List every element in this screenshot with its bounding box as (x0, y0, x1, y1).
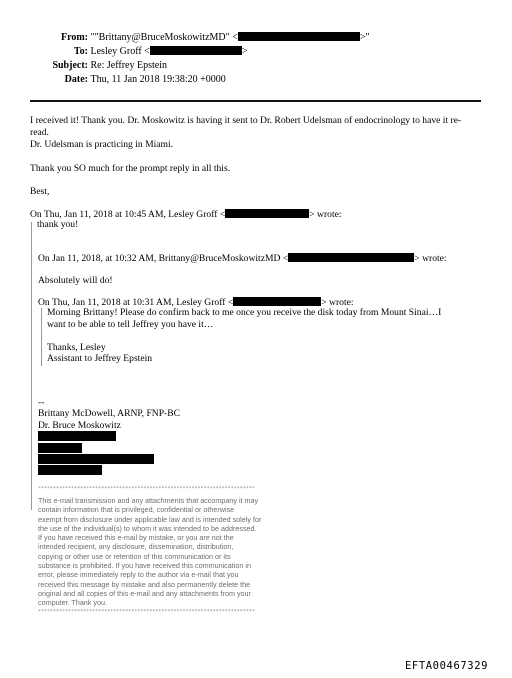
disclaimer-block (38, 496, 261, 608)
bates-number: EFTA00467329 (405, 660, 489, 672)
signature-name: Brittany McDowell, ARNP, FNP-BC (38, 408, 181, 419)
disclaimer-bottom-border: ************************************************************************ (38, 609, 255, 615)
message-line-1: I received it! Thank you. Dr. Moskowitz is having it sent to Dr. Robert Udelsman of endocrinology to have it re- (30, 115, 462, 126)
redaction-block (150, 46, 242, 55)
to-label: To: (73, 46, 88, 57)
redaction-block (38, 431, 116, 441)
quote1-text: thank you! (37, 219, 79, 230)
redaction-block (38, 465, 102, 475)
subject-value: Re: Jeffrey Epstein (90, 60, 167, 71)
header-date-row (40, 74, 226, 85)
header-divider (30, 100, 481, 102)
message-line-4: Thank you SO much for the prompt reply in all this. (30, 163, 231, 174)
from-tail: >" (359, 32, 370, 43)
quote1-intro-tail: > wrote: (309, 209, 342, 220)
quote3-thanks: Thanks, Lesley (47, 342, 106, 353)
redaction-block (238, 32, 360, 41)
redaction-block (288, 253, 414, 262)
quote3-line-2: want to be able to tell Jeffrey you have it… (47, 319, 214, 330)
to-value: Lesley Groff < (90, 46, 150, 57)
from-label: From: (60, 32, 88, 43)
message-sign-off: Best, (30, 186, 50, 197)
header-to-row (40, 46, 247, 57)
disclaimer-line: error, please immediately reply to the author via e-mail that you (38, 570, 239, 580)
redaction-block (38, 454, 154, 464)
disclaimer-line: If you have received this e-mail by mistake, or you are not the (38, 533, 234, 543)
quote3-role: Assistant to Jeffrey Epstein (47, 353, 153, 364)
disclaimer-line: received this message by mistake and also permanently delete the (38, 579, 251, 589)
quote2-intro-tail: > wrote: (414, 253, 447, 264)
redaction-block (38, 443, 82, 453)
to-tail: > (241, 46, 248, 57)
disclaimer-line: original and all copies of this e-mail and any attachments from your (38, 588, 251, 598)
disclaimer-line: substance is prohibited. If you have received this communication in (38, 561, 251, 571)
redaction-block (233, 297, 321, 306)
date-value: Thu, 11 Jan 2018 19:38:20 +0000 (90, 74, 226, 85)
disclaimer-top-border: ************************************************************************ (38, 486, 255, 492)
message-line-3: Dr. Udelsman is practicing in Miami. (30, 139, 174, 150)
disclaimer-line: contain information that is privileged, confidential or otherwise (38, 505, 235, 515)
quote3-bar (41, 308, 42, 366)
quote3-intro-text: On Thu, Jan 11, 2018 at 10:31 AM, Lesley Groff < (38, 297, 234, 308)
disclaimer-line: intended recipient, any disclosure, dissemination, distribution, (38, 542, 234, 552)
quote1-bar (31, 222, 32, 510)
disclaimer-line: exempt from disclosure under applicable law and is intended solely for (38, 514, 262, 524)
quote2-text: Absolutely will do! (38, 275, 113, 286)
quote1-intro-text: On Thu, Jan 11, 2018 at 10:45 AM, Lesley Groff < (30, 209, 226, 220)
disclaimer-line: computer. Thank you. (38, 598, 107, 608)
subject-label: Subject: (52, 60, 88, 71)
disclaimer-line: This e-mail transmission and any attachments that accompany it may (38, 496, 259, 505)
quote3-intro-tail: > wrote: (321, 297, 354, 308)
disclaimer-line: copying or other use or retention of this communication or its (38, 551, 231, 561)
header-subject-row (40, 60, 167, 71)
from-value: ""Brittany@BruceMoskowitzMD" < (90, 32, 238, 43)
date-label: Date: (64, 74, 88, 85)
signature-dashes: -- (38, 397, 45, 408)
redaction-block (225, 209, 309, 218)
quote2-intro (38, 253, 447, 265)
message-line-2: read. (30, 127, 49, 138)
quote3-line-1: Morning Brittany! Please do confirm back to me once you receive the disk today from Mount Sinai…I (47, 307, 442, 318)
disclaimer-line: the use of the individual(s) to whom it was intended to be addressed. (38, 523, 257, 533)
signature-office: Dr. Bruce Moskowitz (38, 420, 121, 431)
header-from-row (40, 32, 370, 43)
quote2-intro-text: On Jan 11, 2018, at 10:32 AM, Brittany@BruceMoskowitzMD < (38, 253, 289, 264)
